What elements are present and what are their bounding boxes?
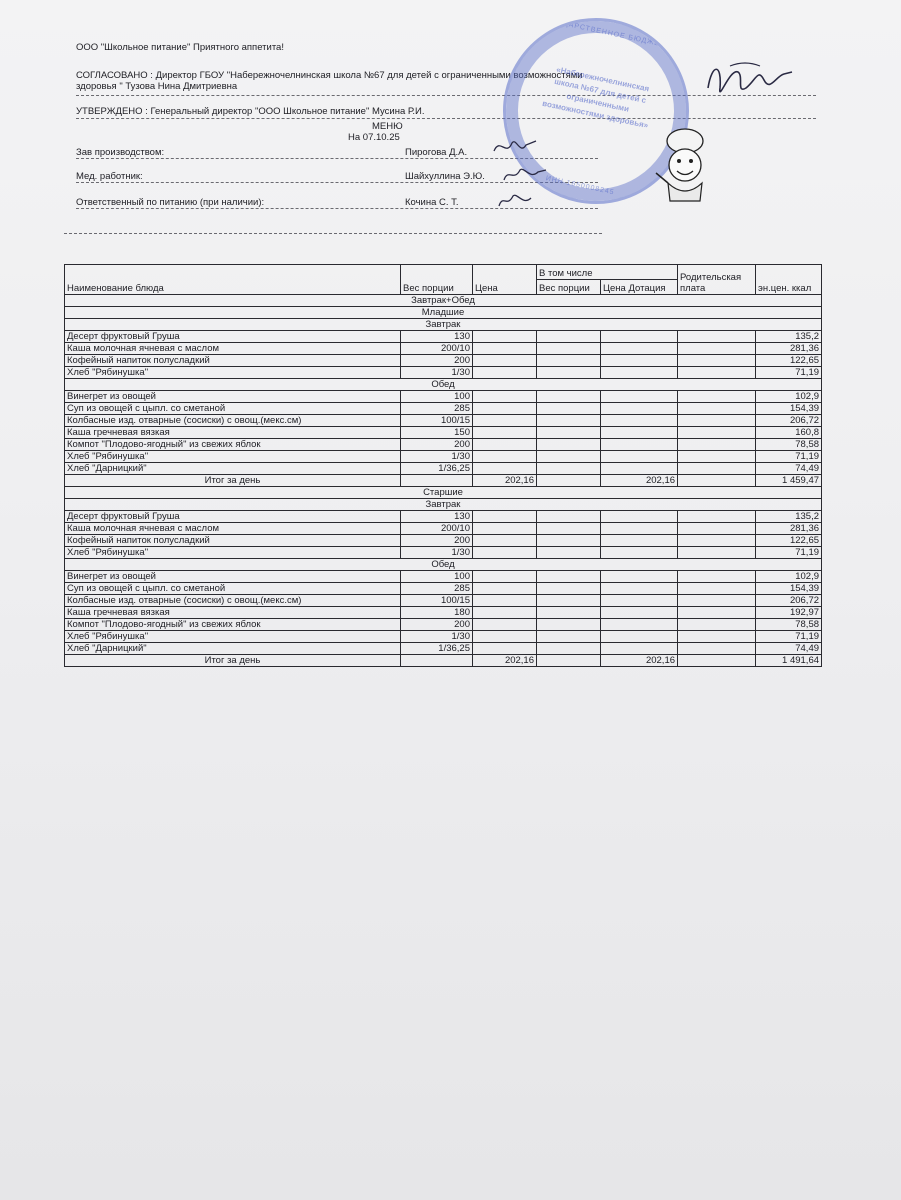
dish-energy: 122,65 xyxy=(756,535,822,547)
medic-signature xyxy=(500,162,550,186)
group-row xyxy=(65,307,822,319)
production-name: Пирогова Д.А. xyxy=(405,147,468,158)
dish-incl-subsidy xyxy=(601,391,678,403)
dish-name: Хлеб "Рябинушка" xyxy=(65,631,401,643)
table-row xyxy=(65,511,822,523)
dish-incl-weight xyxy=(537,391,601,403)
dish-price xyxy=(473,583,537,595)
stamp-center-text: «Набережночелнинская школа №67 для детей с ограниченными возможностями здоровья» xyxy=(541,64,651,131)
total-incl-weight xyxy=(537,655,601,667)
dish-incl-weight xyxy=(537,571,601,583)
dish-energy: 160,8 xyxy=(756,427,822,439)
table-row xyxy=(65,595,822,607)
header-including: В том числе xyxy=(537,265,678,280)
dish-parent-pay xyxy=(678,583,756,595)
dish-parent-pay xyxy=(678,427,756,439)
dish-parent-pay xyxy=(678,451,756,463)
total-price: 202,16 xyxy=(473,655,537,667)
dish-incl-subsidy xyxy=(601,367,678,379)
dish-name: Каша молочная ячневая с маслом xyxy=(65,523,401,535)
table-row xyxy=(65,463,822,475)
dish-incl-weight xyxy=(537,583,601,595)
dish-name: Каша гречневая вязкая xyxy=(65,427,401,439)
dish-name: Компот "Плодово-ягодный" из свежих яблок xyxy=(65,619,401,631)
dish-name: Хлеб "Дарницкий" xyxy=(65,463,401,475)
dish-weight: 285 xyxy=(401,403,473,415)
dish-price xyxy=(473,427,537,439)
dish-incl-weight xyxy=(537,607,601,619)
dish-weight: 200 xyxy=(401,439,473,451)
dish-name: Хлеб "Рябинушка" xyxy=(65,451,401,463)
section-title: Завтрак+Обед xyxy=(65,295,822,307)
dish-weight: 1/30 xyxy=(401,367,473,379)
dish-price xyxy=(473,439,537,451)
header-energy: эн.цен. ккал xyxy=(756,265,822,295)
header-weight: Вес порции xyxy=(401,265,473,295)
table-row xyxy=(65,451,822,463)
production-signature xyxy=(490,135,540,159)
dish-energy: 154,39 xyxy=(756,403,822,415)
dish-price xyxy=(473,643,537,655)
dish-incl-weight xyxy=(537,343,601,355)
responsible-signature xyxy=(495,190,535,212)
dish-incl-subsidy xyxy=(601,619,678,631)
group-row xyxy=(65,487,822,499)
total-label: Итог за день xyxy=(65,655,401,667)
total-energy: 1 459,47 xyxy=(756,475,822,487)
dish-incl-weight xyxy=(537,547,601,559)
header-price: Цена xyxy=(473,265,537,295)
dish-energy: 135,2 xyxy=(756,511,822,523)
table-row xyxy=(65,403,822,415)
dish-parent-pay xyxy=(678,511,756,523)
dish-energy: 122,65 xyxy=(756,355,822,367)
dish-incl-weight xyxy=(537,451,601,463)
meal-row xyxy=(65,319,822,331)
dish-incl-weight xyxy=(537,403,601,415)
total-subsidy: 202,16 xyxy=(601,475,678,487)
dish-name: Суп из овощей с цыпл. со сметаной xyxy=(65,583,401,595)
dish-weight: 200 xyxy=(401,355,473,367)
dish-incl-weight xyxy=(537,367,601,379)
dish-weight: 130 xyxy=(401,331,473,343)
table-row xyxy=(65,583,822,595)
dish-incl-subsidy xyxy=(601,643,678,655)
total-weight xyxy=(401,475,473,487)
dish-incl-subsidy xyxy=(601,571,678,583)
menu-date: На 07.10.25 xyxy=(348,132,400,143)
dish-incl-subsidy xyxy=(601,523,678,535)
dish-incl-subsidy xyxy=(601,427,678,439)
dish-weight: 200/10 xyxy=(401,523,473,535)
dish-weight: 200/10 xyxy=(401,343,473,355)
dish-energy: 71,19 xyxy=(756,631,822,643)
menu-table xyxy=(64,264,822,667)
dish-price xyxy=(473,571,537,583)
dish-incl-weight xyxy=(537,631,601,643)
table-header-row-1 xyxy=(65,265,822,280)
header-parent-pay: Родительская плата xyxy=(678,265,756,295)
dish-incl-subsidy xyxy=(601,511,678,523)
dish-energy: 192,97 xyxy=(756,607,822,619)
dish-parent-pay xyxy=(678,439,756,451)
dish-energy: 71,19 xyxy=(756,451,822,463)
dish-weight: 1/36,25 xyxy=(401,463,473,475)
dish-incl-weight xyxy=(537,595,601,607)
dish-incl-weight xyxy=(537,415,601,427)
table-row xyxy=(65,631,822,643)
dish-name: Кофейный напиток полусладкий xyxy=(65,535,401,547)
dish-price xyxy=(473,331,537,343)
approved-underline xyxy=(76,118,816,119)
medic-name: Шайхуллина Э.Ю. xyxy=(405,171,485,182)
dish-energy: 74,49 xyxy=(756,463,822,475)
meal-title: Обед xyxy=(65,379,822,391)
dish-name: Хлеб "Рябинушка" xyxy=(65,367,401,379)
dish-parent-pay xyxy=(678,463,756,475)
table-row xyxy=(65,331,822,343)
table-row xyxy=(65,571,822,583)
medic-label: Мед. работник: xyxy=(76,171,143,182)
dish-incl-subsidy xyxy=(601,439,678,451)
table-row xyxy=(65,523,822,535)
dish-weight: 180 xyxy=(401,607,473,619)
dish-weight: 130 xyxy=(401,511,473,523)
dish-price xyxy=(473,367,537,379)
dish-price xyxy=(473,451,537,463)
dish-name: Суп из овощей с цыпл. со сметаной xyxy=(65,403,401,415)
meal-title: Завтрак xyxy=(65,319,822,331)
dish-weight: 200 xyxy=(401,535,473,547)
total-incl-weight xyxy=(537,475,601,487)
dish-parent-pay xyxy=(678,331,756,343)
dish-weight: 150 xyxy=(401,427,473,439)
table-row xyxy=(65,427,822,439)
dish-energy: 154,39 xyxy=(756,583,822,595)
dish-name: Каша гречневая вязкая xyxy=(65,607,401,619)
dish-incl-subsidy xyxy=(601,451,678,463)
dish-name: Хлеб "Рябинушка" xyxy=(65,547,401,559)
dish-parent-pay xyxy=(678,595,756,607)
section-row xyxy=(65,295,822,307)
table-row xyxy=(65,391,822,403)
table-row xyxy=(65,547,822,559)
dish-parent-pay xyxy=(678,523,756,535)
dish-incl-weight xyxy=(537,535,601,547)
dish-weight: 100/15 xyxy=(401,415,473,427)
table-row xyxy=(65,607,822,619)
dish-parent-pay xyxy=(678,367,756,379)
dish-energy: 102,9 xyxy=(756,571,822,583)
dish-energy: 102,9 xyxy=(756,391,822,403)
menu-title: МЕНЮ xyxy=(372,121,403,132)
dish-incl-subsidy xyxy=(601,547,678,559)
dish-incl-subsidy xyxy=(601,331,678,343)
dish-energy: 206,72 xyxy=(756,415,822,427)
dish-name: Колбасные изд. отварные (сосиски) с овощ.(мекс.см) xyxy=(65,595,401,607)
dish-incl-subsidy xyxy=(601,607,678,619)
organization-name: ООО "Школьное питание" Приятного аппетита! xyxy=(76,42,284,53)
dish-name: Винегрет из овощей xyxy=(65,571,401,583)
table-row xyxy=(65,355,822,367)
dish-parent-pay xyxy=(678,631,756,643)
dish-incl-subsidy xyxy=(601,595,678,607)
dish-parent-pay xyxy=(678,415,756,427)
dish-weight: 100 xyxy=(401,391,473,403)
dish-weight: 100/15 xyxy=(401,595,473,607)
dish-name: Десерт фруктовый Груша xyxy=(65,331,401,343)
table-row xyxy=(65,367,822,379)
dish-energy: 206,72 xyxy=(756,595,822,607)
dish-incl-weight xyxy=(537,463,601,475)
dish-name: Колбасные изд. отварные (сосиски) с овощ.(мекс.см) xyxy=(65,415,401,427)
dish-incl-subsidy xyxy=(601,355,678,367)
dish-price xyxy=(473,415,537,427)
dish-name: Десерт фруктовый Груша xyxy=(65,511,401,523)
dish-energy: 78,58 xyxy=(756,619,822,631)
meal-row xyxy=(65,559,822,571)
dish-incl-weight xyxy=(537,331,601,343)
dish-energy: 281,36 xyxy=(756,343,822,355)
dish-energy: 71,19 xyxy=(756,547,822,559)
dish-parent-pay xyxy=(678,391,756,403)
dish-energy: 74,49 xyxy=(756,643,822,655)
dish-price xyxy=(473,463,537,475)
dish-name: Винегрет из овощей xyxy=(65,391,401,403)
group-title: Старшие xyxy=(65,487,822,499)
dish-weight: 100 xyxy=(401,571,473,583)
responsible-name: Кочина С. Т. xyxy=(405,197,459,208)
dish-parent-pay xyxy=(678,607,756,619)
meal-title: Завтрак xyxy=(65,499,822,511)
director-signature xyxy=(700,58,800,108)
dish-price xyxy=(473,595,537,607)
separator-line xyxy=(64,233,602,234)
dish-price xyxy=(473,547,537,559)
total-row xyxy=(65,475,822,487)
total-weight xyxy=(401,655,473,667)
dish-price xyxy=(473,511,537,523)
dish-price xyxy=(473,403,537,415)
group-title: Младшие xyxy=(65,307,822,319)
chef-mascot-icon xyxy=(650,125,720,205)
dish-incl-subsidy xyxy=(601,631,678,643)
dish-price xyxy=(473,607,537,619)
header-incl-weight: Вес порции xyxy=(537,280,601,295)
dish-incl-subsidy xyxy=(601,463,678,475)
dish-price xyxy=(473,355,537,367)
dish-incl-subsidy xyxy=(601,583,678,595)
dish-parent-pay xyxy=(678,643,756,655)
dish-incl-weight xyxy=(537,427,601,439)
dish-energy: 78,58 xyxy=(756,439,822,451)
dish-energy: 71,19 xyxy=(756,367,822,379)
meal-row xyxy=(65,499,822,511)
dish-incl-subsidy xyxy=(601,415,678,427)
dish-parent-pay xyxy=(678,547,756,559)
total-energy: 1 491,64 xyxy=(756,655,822,667)
table-row xyxy=(65,643,822,655)
stamp-ring-bottom: ИНН 1650008245 xyxy=(545,175,616,197)
dish-incl-subsidy xyxy=(601,535,678,547)
total-subsidy: 202,16 xyxy=(601,655,678,667)
total-price: 202,16 xyxy=(473,475,537,487)
dish-weight: 285 xyxy=(401,583,473,595)
dish-incl-weight xyxy=(537,511,601,523)
dish-incl-weight xyxy=(537,439,601,451)
responsible-label: Ответственный по питанию (при наличии): xyxy=(76,197,265,208)
dish-incl-weight xyxy=(537,355,601,367)
dish-parent-pay xyxy=(678,535,756,547)
dish-parent-pay xyxy=(678,355,756,367)
meal-title: Обед xyxy=(65,559,822,571)
dish-energy: 281,36 xyxy=(756,523,822,535)
dish-parent-pay xyxy=(678,403,756,415)
total-row xyxy=(65,655,822,667)
dish-parent-pay xyxy=(678,571,756,583)
dish-parent-pay xyxy=(678,343,756,355)
dish-price xyxy=(473,523,537,535)
dish-incl-subsidy xyxy=(601,343,678,355)
dish-price xyxy=(473,619,537,631)
dish-energy: 135,2 xyxy=(756,331,822,343)
table-row xyxy=(65,343,822,355)
total-parent-pay xyxy=(678,475,756,487)
dish-name: Каша молочная ячневая с маслом xyxy=(65,343,401,355)
production-label: Зав производством: xyxy=(76,147,165,158)
total-parent-pay xyxy=(678,655,756,667)
dish-parent-pay xyxy=(678,619,756,631)
dish-incl-subsidy xyxy=(601,403,678,415)
dish-weight: 1/36,25 xyxy=(401,643,473,655)
dish-incl-weight xyxy=(537,619,601,631)
table-row xyxy=(65,619,822,631)
dish-weight: 200 xyxy=(401,619,473,631)
table-row xyxy=(65,535,822,547)
total-label: Итог за день xyxy=(65,475,401,487)
dish-weight: 1/30 xyxy=(401,631,473,643)
dish-price xyxy=(473,343,537,355)
dish-weight: 1/30 xyxy=(401,451,473,463)
table-row xyxy=(65,439,822,451)
stamp-ring-top: ГОСУДАРСТВЕННОЕ БЮДЖЕТНОЕ xyxy=(541,15,684,53)
agreed-line-2: здоровья " Тузова Нина Дмитриевна xyxy=(76,81,238,92)
dish-name: Кофейный напиток полусладкий xyxy=(65,355,401,367)
dish-price xyxy=(473,535,537,547)
agreed-line-1: СОГЛАСОВАНО : Директор ГБОУ "Набережночелнинская школа №67 для детей с ограниченными возможностями xyxy=(76,70,583,81)
header-incl-subsidy: Цена Дотация xyxy=(601,280,678,295)
header-name: Наименование блюда xyxy=(65,265,401,295)
dish-incl-weight xyxy=(537,643,601,655)
dish-name: Хлеб "Дарницкий" xyxy=(65,643,401,655)
dish-name: Компот "Плодово-ягодный" из свежих яблок xyxy=(65,439,401,451)
dish-price xyxy=(473,391,537,403)
approved-line: УТВЕРЖДЕНО : Генеральный директор "ООО Школьное питание" Мусина Р.И. xyxy=(76,106,425,117)
dish-incl-weight xyxy=(537,523,601,535)
table-row xyxy=(65,415,822,427)
dish-price xyxy=(473,631,537,643)
meal-row xyxy=(65,379,822,391)
dish-weight: 1/30 xyxy=(401,547,473,559)
